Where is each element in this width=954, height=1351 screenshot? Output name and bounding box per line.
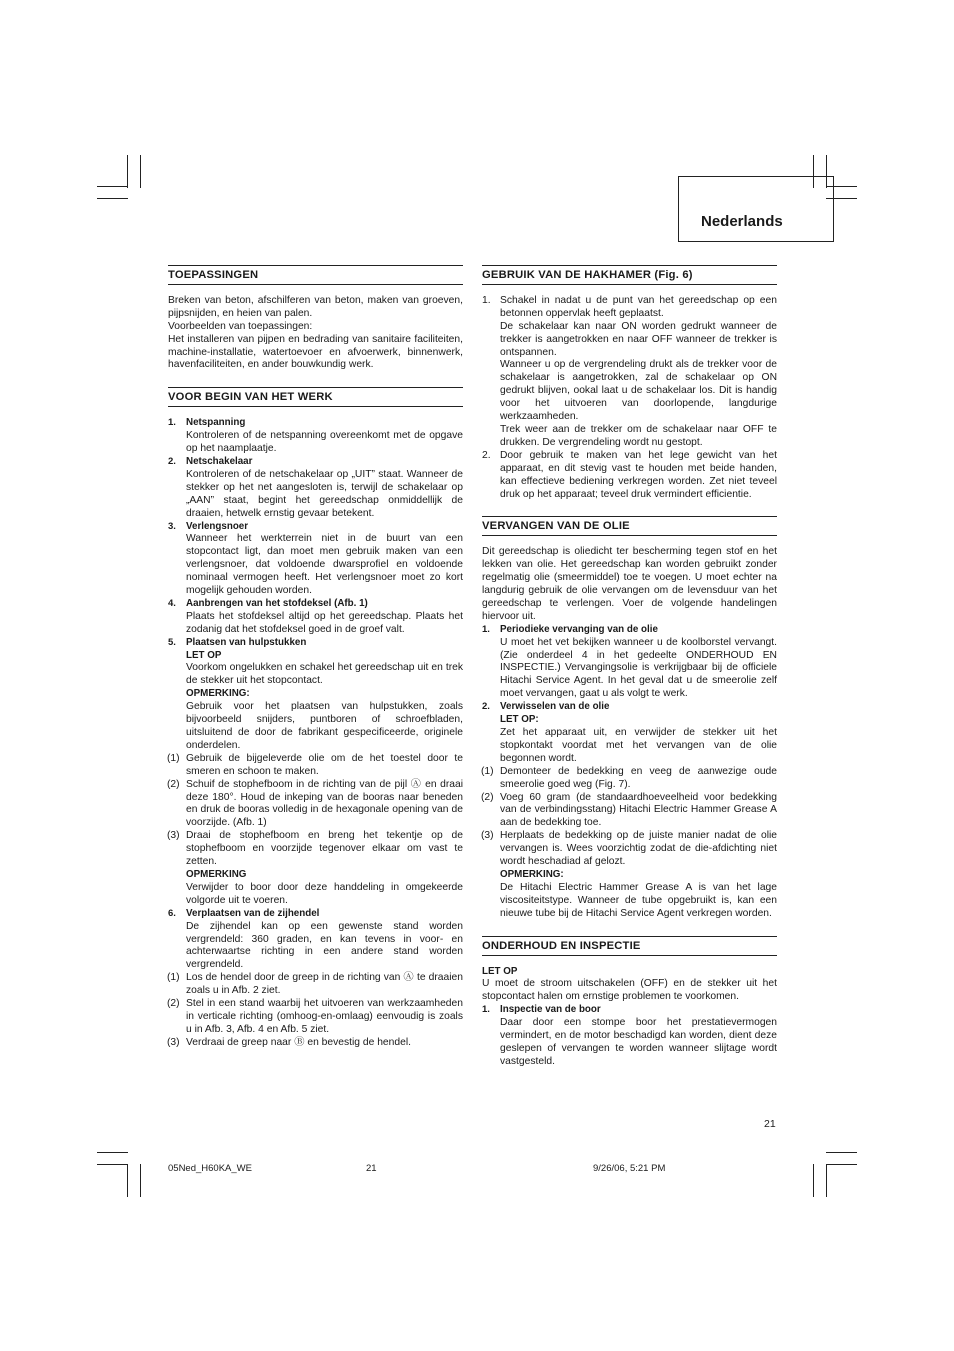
list-item — [168, 598, 463, 637]
crop-mark — [140, 155, 141, 188]
item-title: Verwisselen van de olie — [500, 701, 610, 713]
sub-item-text: Stel in een stand waarbij het uitvoeren van werkzaamheden in verticale richting (omhoog-en-omlaag) eenvoudig is zoals u in Afb. 3, Afb. 4 en Afb. 5 ziet. — [186, 998, 463, 1035]
sub-item-number: (3) — [167, 830, 180, 842]
note-label: OPMERKING — [186, 868, 247, 880]
item-text: Plaats het stofdeksel altijd op het gereedschap. Plaats het zodanig dat het stofdeksel goed in de groef valt. — [186, 610, 463, 635]
list-item — [168, 417, 463, 456]
section-title-vervangen: VERVANGEN VAN DE OLIE — [482, 516, 777, 536]
sub-item — [168, 972, 463, 998]
sub-item — [482, 766, 777, 792]
sub-item-number: (1) — [167, 752, 180, 764]
caution-text: Voorkom ongelukken en schakel het gereedschap uit en trek de stekker uit het stopcontact. — [186, 662, 463, 687]
item-number: 2. — [482, 449, 491, 461]
item-title: Verplaatsen van de zijhendel — [186, 907, 320, 919]
sub-item-number: (3) — [481, 830, 494, 842]
item-text: Kontroleren of de netschakelaar op „UIT” staat. Wanneer de stekker op het net aangesloten is, terwijl de schakelaar op „AAN” staat, begint het gereedschap onmiddellijk de draaien, hetwelk ernstig gevaar betekent. — [186, 468, 463, 519]
item-text: Daar door een stompe boor het prestatievermogen vermindert, en de motor beschadigd kan worden, dient deze geslepen of vervangen te worden wanneer slijtage wordt vastgesteld. — [500, 1017, 777, 1067]
item-text: Door gebruik te maken van het lege gewicht van het apparaat, en dit stevig vast te houden met beide handen, kan effectieve bediening verkregen worden. Zet niet teveel druk op het apparaat; teveel druk vermindert efficientie. — [500, 449, 777, 500]
item-text: Wanneer u op de vergrendeling drukt als de trekker voor de schakelaar is aangetrokken, zal de schakelaar op ON gedrukt blijven, ookal laat u de schakelaar los. Dit is handig voor het uitvoeren van doorlopende, langdurige werkzaamheden. — [500, 359, 777, 423]
note-text: Gebruik voor het plaatsen van hulpstukken, zoals bijvoorbeeld snijders, puntboren of schroefbladen, uitsluitend de door de fabrikant gespecificeerde, originele onderdelen. — [186, 701, 463, 751]
crop-mark — [127, 1164, 128, 1197]
sub-item-number: (1) — [167, 972, 180, 984]
item-number: 1. — [168, 417, 176, 429]
crop-mark — [826, 1152, 857, 1153]
section-title-voor-begin: VOOR BEGIN VAN HET WERK — [168, 387, 463, 407]
sub-item-number: (2) — [167, 998, 180, 1010]
footer-page: 21 — [366, 1163, 377, 1174]
crop-mark — [140, 1164, 141, 1197]
footer-date: 9/26/06, 5:21 PM — [593, 1163, 666, 1174]
crop-mark — [826, 1164, 857, 1165]
item-number: 3. — [168, 520, 176, 532]
item-text: U moet het vet bekijken wanneer u de koolborstel vervangt. (Zie onderdeel 4 in het gedeelte ONDERHOUD EN INSPECTIE.) Vervangingsolie is verkrijgbaar bij de officiele Hitachi Service Agent. In het geval dat u de smeerolie zelf moet vervangen, gaat u als volgt te werk. — [500, 636, 777, 700]
sub-item-number: (2) — [481, 791, 494, 803]
language-label: Nederlands — [701, 213, 783, 230]
caution-text: U moet de stroom uitschakelen (OFF) en de stekker uit het stopcontact halen om ernstige problemen te voorkomen. — [482, 978, 777, 1003]
item-number: 1. — [482, 1004, 490, 1016]
sub-item-number: (2) — [167, 778, 180, 790]
crop-mark — [127, 155, 128, 188]
list-item — [482, 1004, 777, 1069]
list-item — [482, 624, 777, 701]
sub-item-text: Herplaats de bedekking op de juiste manier nadat de olie vervangen is. Wees voorzichtig zodat de die-afdichting niet wordt heschadiad af gelozt. — [500, 830, 777, 868]
list-item — [482, 701, 777, 766]
sub-item-text: Voeg 60 gram (de standaardhoeveelheid voor bedekking van de verbindingsstang) Hitachi Electric Hammer Grease A aan de bedekking toe. — [500, 791, 777, 829]
crop-mark — [97, 198, 128, 199]
item-title: Plaatsen van hulpstukken — [186, 636, 307, 648]
language-box — [678, 176, 834, 242]
sub-item-number: (3) — [167, 1036, 180, 1048]
item-number: 6. — [168, 907, 176, 919]
item-title: Aanbrengen van het stofdeksel (Afb. 1) — [186, 597, 368, 609]
item-title: Netschakelaar — [186, 455, 253, 467]
list-item — [168, 908, 463, 973]
page-number: 21 — [764, 1118, 776, 1130]
item-title: Periodieke vervanging van de olie — [500, 623, 658, 635]
item-number: 1. — [482, 294, 491, 306]
sub-item-text: Demonteer de bedekking en veeg de aanwezige oude smeerolie goed weg (Fig. 7). — [500, 765, 777, 790]
footer-file: 05Ned_H60KA_WE — [168, 1163, 252, 1174]
crop-mark — [813, 1164, 814, 1197]
note-text: De Hitachi Electric Hammer Grease A is van het lage viscositeitstype. Wanneer de tube opgebruikt is, kan een nieuwe tube bij de Hitachi Service Agent verkregen worden. — [500, 881, 777, 919]
item-number: 2. — [482, 701, 490, 713]
caution-label: LET OP: — [500, 714, 539, 726]
item-text: De schakelaar kan naar ON worden gedrukt wanneer de trekker is aangetrokken en naar OFF wanneer de trekker is ontspannen. — [500, 320, 777, 358]
item-text: Schakel in nadat u de punt van het gereedschap op een betonnen oppervlak heeft geplaatst. — [500, 294, 777, 319]
sub-item — [482, 830, 777, 920]
item-text: Wanneer het werkterrein niet in de buurt van een stopcontact ligt, dan moet men gebruik maken van een verlengsnoer, dat voldoende dwarsprofiel en voldoende nominaal vermogen heeft. Het verlengsnoer moet zo kort mogelijk gehouden worden. — [186, 533, 463, 597]
list-item — [482, 450, 777, 502]
caution-label: LET OP — [186, 649, 222, 661]
caution-label: LET OP — [482, 965, 518, 977]
item-number: 2. — [168, 455, 176, 467]
paragraph: Het installeren van pijpen en bedrading van sanitaire faciliteiten, machine-installatie, watertoevoer en afvoerwerk, binnenwerk, havenfaciliteiten, en ander bouwkundig werk. — [168, 333, 463, 371]
item-text: Trek weer aan de trekker om de schakelaar naar OFF te drukken. De vergrendeling wordt nu gestopt. — [500, 423, 777, 448]
sub-item-text: Verdraai de greep naar Ⓑ en bevestig de hendel. — [186, 1036, 411, 1048]
crop-mark — [97, 1164, 128, 1165]
sub-item-text: Schuif de stophefboom in de richting van de pijl Ⓐ en draai deze 180°. Houd de inkeping van de booras naar beneden en druk de booras volledig in de hexagonale opening van de voorzijde. (Afb. 1) — [186, 778, 463, 829]
left-column — [168, 265, 463, 1050]
caution-text: Zet het apparaat uit, en verwijder de stekker uit het stopkontakt voordat met het vervangen van de olie begonnen wordt. — [500, 727, 777, 764]
sub-item — [168, 753, 463, 779]
item-title: Inspectie van de boor — [500, 1004, 601, 1016]
sub-item — [168, 1037, 463, 1050]
item-title: Verlengsnoer — [186, 520, 249, 532]
item-number: 1. — [482, 623, 490, 635]
sub-item — [168, 779, 463, 831]
sub-item-text: Gebruik de bijgeleverde olie om de het toestel door te smeren en schoon te maken. — [186, 752, 463, 777]
note-label: OPMERKING: — [186, 688, 250, 700]
paragraph: Voorbeelden van toepassingen: — [168, 320, 313, 332]
sub-item-text: Los de hendel door de greep in de richting van Ⓐ te draaien zoals u in Afb. 2 ziet. — [186, 972, 463, 997]
sub-item — [168, 998, 463, 1037]
paragraph: Breken van beton, afschilferen van beton, maken van groeven, pijpsnijden, en heien van palen. — [168, 294, 463, 319]
crop-mark — [826, 1164, 827, 1197]
list-item — [168, 456, 463, 521]
crop-mark — [97, 1152, 128, 1153]
item-number: 5. — [168, 636, 176, 648]
note-text: Verwijder to boor door deze handdeling in omgekeerde volgorde uit te voeren. — [186, 881, 463, 906]
list-item — [168, 521, 463, 598]
crop-mark — [97, 186, 128, 187]
item-title: Netspanning — [186, 417, 246, 429]
paragraph: Dit gereedschap is oliedicht ter bescherming tegen stof en het lekken van olie. Het gereedschap kan worden gebruikt zonder regelmatig olie (smeermiddel) toe te voegen. U moet echter na langdurig gebruik de olie vervangen om de levensduur van het gereedschap te verlengen. Voer de volgende handelingen hiervoor uit. — [482, 546, 777, 622]
sub-item — [168, 830, 463, 907]
sub-item — [482, 792, 777, 831]
section-title-onderhoud: ONDERHOUD EN INSPECTIE — [482, 936, 777, 956]
item-number: 4. — [168, 597, 176, 609]
sub-item-text: Draai de stophefboom en breng het tekentje op de stophefboom en voorzijde tegenover elkaar om vast te zetten. — [186, 830, 463, 868]
list-item — [482, 295, 777, 450]
section-title-toepassingen: TOEPASSINGEN — [168, 265, 463, 285]
item-text: Kontroleren of de netspanning overeenkomt met de opgave op het naamplaatje. — [186, 430, 463, 455]
section-title-gebruik: GEBRUIK VAN DE HAKHAMER (Fig. 6) — [482, 265, 777, 285]
item-text: De zijhendel kan op een gewenste stand worden vergrendeld: 360 graden, en kan tevens in voor- en achterwaartse richting in een andere stand worden vergrendeld. — [186, 920, 463, 971]
sub-item-number: (1) — [481, 765, 494, 777]
right-column — [482, 265, 777, 1069]
list-item — [168, 637, 463, 753]
note-label: OPMERKING: — [500, 868, 564, 880]
